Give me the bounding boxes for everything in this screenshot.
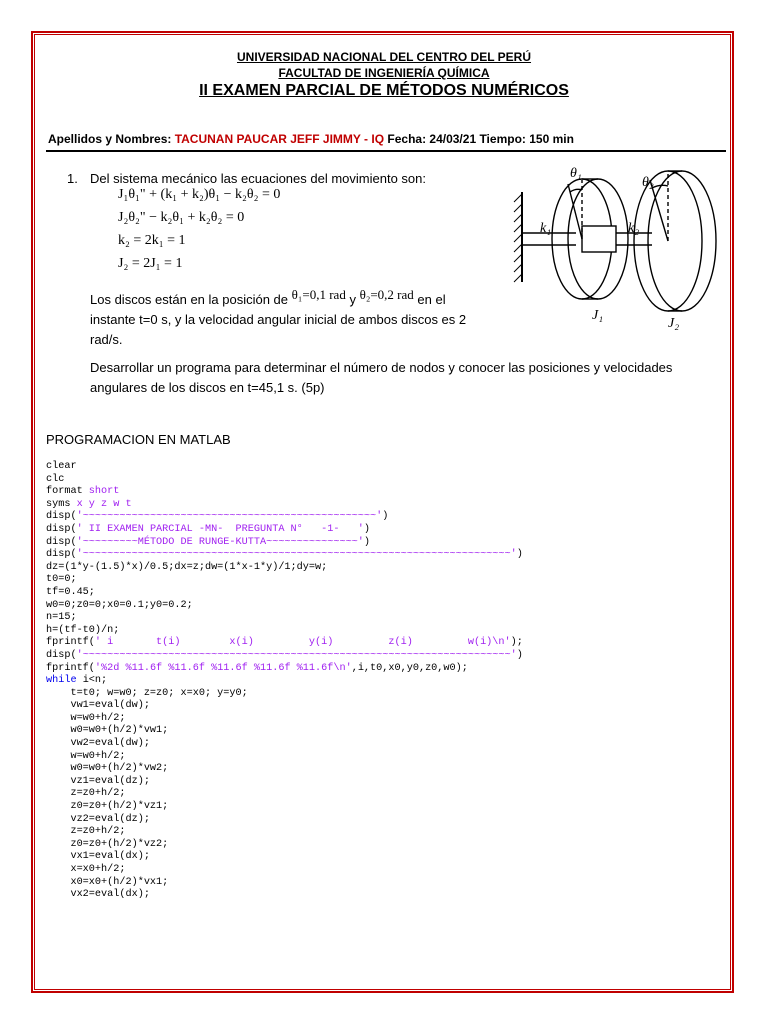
code-token: ' II EXAMEN PARCIAL -MN- PREGUNTA N° -1- ' [76,523,364,535]
code-token: vw2=eval(dw); [46,738,150,750]
equation-2: J₂θ₂" − k₂θ₁ + k₂θ₂ = 0 [118,210,245,225]
code-line [46,788,523,801]
code-token: clear [46,461,77,472]
question-paragraph-1: Los discos están en la posición de θ₁=0,1 rad y θ₂=0,2 rad en el [90,287,446,307]
label-theta2: θ₂ [642,175,654,190]
code-token: w0=w0+(h/2)*vw1; [46,725,169,737]
label-k2: k₂ [628,221,640,236]
code-line [46,486,523,499]
equation-3: k₂ = 2k₁ = 1 [118,233,186,248]
code-token: z=z0+h/2; [46,788,126,800]
code-line [46,801,523,814]
label-theta1: θ₁ [570,166,582,181]
code-token: i<n; [76,675,108,687]
code-line [46,738,523,751]
equation-4: J₂ = 2J₁ = 1 [118,256,183,271]
code-line [46,826,523,839]
theta2-value: θ₂=0,2 rad [359,287,414,302]
code-line [46,864,523,877]
code-token: '%2d %11.6f %11.6f %11.6f %11.6f %11.6f\n' [94,662,352,674]
code-token: ) [363,536,371,548]
code-token: '~~~~~~~~~~~~~~~~~~~~~~~~~~~~~~~~~~~~~~~~~~~~~~~~~~~~~~~~~~~~~~~~~~~~~~' [76,549,517,561]
code-line [46,700,523,713]
code-token: w0=0;z0=0;x0=0.1;y0=0.2; [46,599,193,611]
label-k1: k₁ [540,221,552,236]
code-token: short [88,486,120,498]
student-label: Apellidos y Nombres: [48,132,172,146]
matlab-code [46,461,523,902]
faculty-name: FACULTAD DE INGENIERÍA QUÍMICA [278,66,490,80]
code-token: w=w0+h/2; [46,712,126,724]
equation-1: J₁θ₁" + (k₁ + k₂)θ₁ − k₂θ₂ = 0 [118,187,281,202]
code-line [46,851,523,864]
code-token: ,i,t0,x0,y0,z0,w0); [351,662,468,674]
code-line [46,537,523,550]
code-token: n=15; [46,612,77,624]
question-paragraph-1-line3: rad/s. [90,332,123,347]
code-line [46,499,523,512]
code-token: disp( [46,511,77,523]
code-token: w0=w0+(h/2)*vw2; [46,763,169,775]
code-token: ); [510,637,523,649]
code-token: format [46,486,89,498]
student-line [48,132,574,146]
code-line [46,814,523,827]
code-token: t0=0; [46,574,77,586]
code-token: dz=(1*y-(1.5)*x)/0.5;dx=z;dw=(1*x-1*y)/1;dy=w; [46,561,328,573]
code-line [46,574,523,587]
code-token: fprintf( [46,637,95,649]
university-name: UNIVERSIDAD NACIONAL DEL CENTRO DEL PERÚ [236,50,532,64]
code-line [46,650,523,663]
code-token: vz2=eval(dz); [46,813,150,825]
code-token: h=(tf-t0)/n; [46,624,120,636]
code-line [46,625,523,638]
code-line [46,511,523,524]
code-token: ) [363,523,371,535]
question-paragraph-2-line1: Desarrollar un programa para determinar el número de nodos y conocer las posiciones y velocidades [90,360,673,375]
code-token: while [46,675,77,687]
code-token: vz1=eval(dz); [46,775,150,787]
code-token: disp( [46,523,77,535]
code-line [46,776,523,789]
code-line [46,663,523,676]
program-title: PROGRAMACION EN MATLAB [46,432,231,447]
code-line [46,763,523,776]
code-line [46,549,523,562]
code-token: x0=x0+(h/2)*vx1; [46,876,169,888]
code-token: fprintf( [46,662,95,674]
student-name: TACUNAN PAUCAR JEFF JIMMY - IQ [174,132,385,146]
code-token: vx2=eval(dx); [46,889,150,901]
code-token: z=z0+h/2; [46,826,126,838]
exam-title: II EXAMEN PARCIAL DE MÉTODOS NUMÉRICOS [199,82,569,99]
code-line [46,524,523,537]
question-number: 1. [67,171,78,186]
code-line [46,751,523,764]
code-token: z0=z0+(h/2)*vz2; [46,838,169,850]
code-token: ) [516,649,523,661]
wall-hatch [514,194,522,282]
question-paragraph-2-line2: angulares de los discos en t=45,1 s. (5p) [90,380,325,395]
label-J2: J₂ [668,316,680,331]
code-token: vw1=eval(dw); [46,700,150,712]
code-line [46,612,523,625]
code-token: ' i t(i) x(i) y(i) z(i) w(i)\n' [94,637,511,649]
code-token: disp( [46,536,77,548]
code-token: x=x0+h/2; [46,864,126,875]
code-token: z0=z0+(h/2)*vz1; [46,801,169,813]
code-token: ) [516,549,523,561]
exam-date: Fecha: 24/03/21 Tiempo: 150 min [387,132,574,146]
code-line [46,587,523,600]
question-intro: Del sistema mecánico las ecuaciones del movimiento son: [90,171,426,186]
code-line [46,675,523,688]
code-token: x y z w t [76,498,132,510]
code-token: disp( [46,649,77,661]
code-line [46,889,523,902]
code-line [46,474,523,487]
code-token: ) [382,511,389,523]
header-rule [46,150,726,152]
code-token: t=t0; w=w0; z=z0; x=x0; y=y0; [46,687,248,699]
code-line [46,637,523,650]
code-token: disp( [46,549,77,561]
code-token: '~~~~~~~~~MÉTODO DE RUNGE-KUTTA~~~~~~~~~~~~~~~' [76,536,364,548]
code-token: clc [46,473,65,485]
theta1-value: θ₁=0,1 rad [291,287,346,302]
code-line [46,461,523,474]
code-line [46,562,523,575]
code-token: '~~~~~~~~~~~~~~~~~~~~~~~~~~~~~~~~~~~~~~~~~~~~~~~~' [76,511,383,523]
code-line [46,688,523,701]
question-paragraph-1-line2: instante t=0 s, y la velocidad angular inicial de ambos discos es 2 [90,312,467,327]
code-line [46,839,523,852]
code-token: w=w0+h/2; [46,750,126,762]
code-line [46,713,523,726]
disc-2 [648,171,716,311]
code-token: syms [46,498,77,510]
code-line [46,725,523,738]
code-line [46,600,523,613]
code-token: tf=0.45; [46,586,95,598]
code-token: vx1=eval(dx); [46,851,150,863]
label-J1: J₁ [592,308,604,323]
code-line [46,877,523,890]
code-token: '~~~~~~~~~~~~~~~~~~~~~~~~~~~~~~~~~~~~~~~~~~~~~~~~~~~~~~~~~~~~~~~~~~~~~~' [76,649,517,661]
mechanical-system-figure [510,162,730,332]
